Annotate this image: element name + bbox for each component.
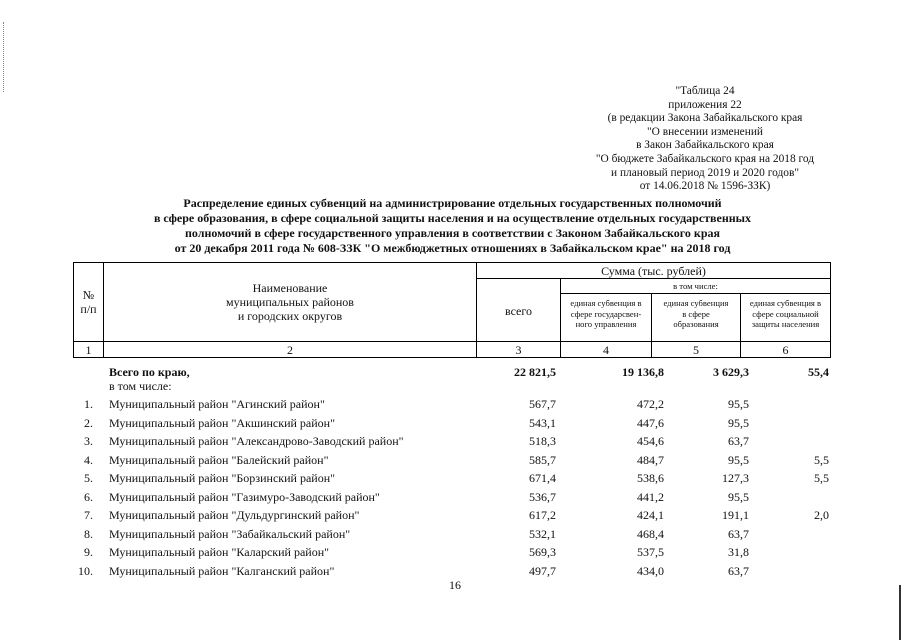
table-row: 10. Муниципальный район "Калганский район" 497,7 434,0 63,7: [78, 563, 749, 578]
col-number: 3: [515, 343, 522, 357]
title-line: от 20 декабря 2011 года № 608-ЗЗК "О межбюджетных отношениях в Забайкальском крае" на 2018 год: [174, 241, 731, 255]
col-edu-header: единая субвенция в сфере образования: [663, 298, 729, 329]
table-row: 4. Муниципальный район "Балейский район" 585,7 484,7 95,5 5,5: [84, 452, 829, 467]
total-gov: 19 136,8: [622, 365, 664, 379]
col-no-header: № п/п: [80, 288, 97, 316]
table-row: 7. Муниципальный район "Дульдургинский район" 617,2 424,1 191,1 2,0: [84, 508, 829, 522]
scan-edge-line: [899, 585, 903, 640]
col-number: 5: [693, 343, 699, 357]
sum-header-line: [476, 278, 831, 279]
table-row: 8. Муниципальный район "Забайкальский район" 532,1 468,4 63,7: [84, 526, 749, 541]
sum-header: Сумма (тыс. рублей): [601, 264, 706, 278]
page-number: 16: [449, 578, 461, 592]
total-label: Всего по краю,: [109, 365, 190, 379]
document-reference-header: [560, 85, 850, 194]
total-sublabel: в том числе:: [109, 379, 172, 393]
header-line: "Таблица 24: [675, 85, 735, 97]
col-gov-header: единая субвенция в сфере государсвен- ного управления: [570, 298, 642, 329]
border-bottom: [73, 357, 831, 358]
scan-edge-marks: [3, 22, 6, 92]
document-title: [60, 196, 845, 256]
col-name-header: Наименование муниципальных районов и городских округов: [226, 281, 354, 323]
table-row: 3. Муниципальный район "Александрово-Заводский район" 518,3 454,6 63,7: [84, 434, 749, 448]
title-line: полномочий в сфере государственного управления в соответствии с Законом Забайкальского края: [184, 226, 721, 240]
title-line: Распределение единых субвенций на администрирование отдельных государственных полномочий: [183, 196, 722, 210]
title-line: в сфере образования, в сфере социальной защиты населения и на осуществление отдельных государственных: [153, 211, 752, 225]
header-line: "О бюджете Забайкальского края на 2018 год: [595, 152, 815, 165]
header-line: (в редакции Закона Забайкальского края: [607, 112, 803, 125]
header-line: приложения 22: [668, 98, 742, 111]
col-number: 6: [782, 343, 789, 357]
header-line: в Закон Забайкальского края: [636, 139, 774, 152]
including-line: [560, 293, 831, 294]
header-line: "О внесении изменений: [646, 125, 764, 138]
col-number: 4: [603, 343, 609, 357]
table-row: 6. Муниципальный район "Газимуро-Заводский район" 536,7 441,2 95,5: [84, 489, 749, 504]
header-separator: [73, 341, 831, 342]
table-row: 5. Муниципальный район "Борзинский район" 671,4 538,6 127,3 5,5: [84, 471, 829, 485]
header-line: от 14.06.2018 № 1596-ЗЗК): [639, 180, 771, 193]
table-row: 9. Муниципальный район "Каларский район" 569,3 537,5 31,8: [84, 545, 749, 559]
col-number: 1: [85, 343, 92, 357]
border-right: [830, 262, 831, 358]
col-social-header: единая субвенция в сфере социальной защиты населения: [749, 298, 822, 329]
table-row: 1. Муниципальный район "Агинский район" 567,7 472,2 95,5: [84, 397, 749, 411]
header-line: и плановый период 2019 и 2020 годов": [611, 166, 799, 179]
col-total-header: всего: [504, 304, 533, 318]
including-header: в том числе:: [673, 281, 718, 291]
total-subrow: [73, 379, 831, 397]
border-top: [73, 262, 831, 263]
col-number: 2: [287, 343, 293, 357]
total-sum: 22 821,5: [514, 365, 556, 379]
total-social: 55,4: [808, 365, 829, 379]
table-row: 2. Муниципальный район "Акшинский район" 543,1 447,6 95,5: [84, 415, 749, 430]
table-header: [73, 262, 831, 358]
total-edu: 3 629,3: [713, 365, 749, 379]
